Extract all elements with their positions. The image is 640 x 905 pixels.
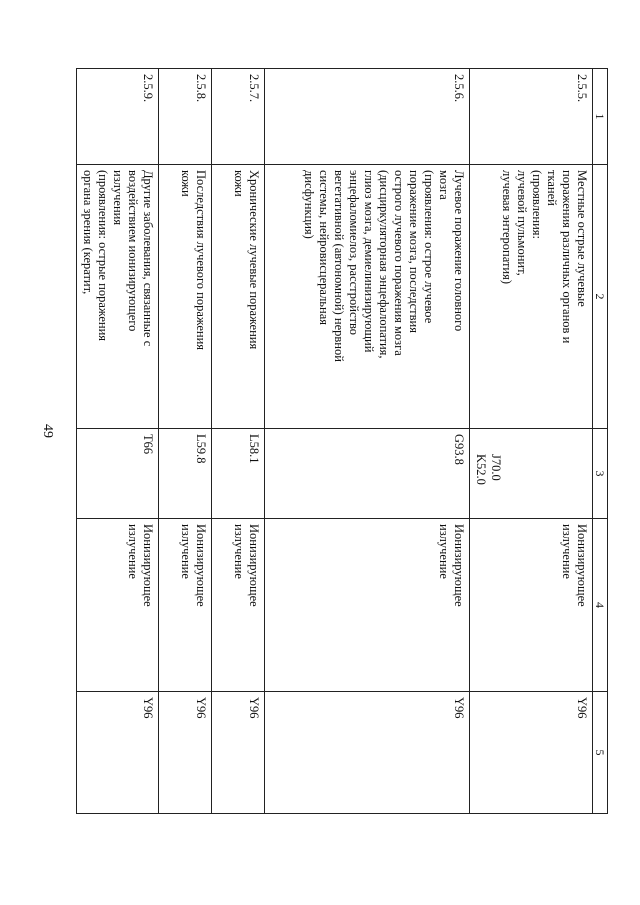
- factor-line: излучение: [232, 524, 246, 579]
- description-line: органа зрения (кератит,: [81, 170, 95, 295]
- description-line: (дисциркуляторная энцефалопатия,: [377, 170, 391, 359]
- factor-line: излучение: [126, 524, 140, 579]
- description-line: Лучевое поражение головного: [452, 170, 466, 332]
- description-line: (проявления: острое лучевое: [422, 170, 436, 324]
- column-header: 2: [593, 165, 608, 429]
- external-cause-code: Y96: [265, 692, 470, 814]
- disease-description: [470, 165, 593, 429]
- harmful-factor: [265, 519, 470, 692]
- external-cause-code: Y96: [159, 692, 212, 814]
- external-cause-code: Y96: [77, 692, 159, 814]
- item-number: 2.5.5.: [470, 69, 593, 165]
- icd-code-cell: [470, 429, 593, 519]
- description-line: вегетативной (автономной) нервной: [332, 170, 346, 362]
- factor-line: Ионизирующее: [194, 524, 208, 607]
- description-line: Местные острые лучевые: [575, 170, 589, 307]
- harmful-factor: [77, 519, 159, 692]
- disease-description: [77, 165, 159, 429]
- harmful-factor: [470, 519, 593, 692]
- description-line: поражения различных органов и: [560, 170, 574, 344]
- factor-line: Ионизирующее: [247, 524, 261, 607]
- icd-code-cell: [265, 429, 470, 519]
- table-row: [265, 69, 470, 814]
- factor-line: излучение: [179, 524, 193, 579]
- icd-code: L58.1: [247, 434, 261, 464]
- external-cause-code: Y96: [470, 692, 593, 814]
- harmful-factor: [159, 519, 212, 692]
- description-line: Другие заболевания, связанные с: [141, 170, 155, 347]
- factor-line: Ионизирующее: [452, 524, 466, 607]
- page-number: 49: [40, 424, 55, 438]
- icd-code: T66: [141, 434, 155, 455]
- rotated-table-container: [81, 68, 608, 813]
- description-line: энцефаломиелоз, расстройство: [347, 170, 361, 336]
- disease-description: [212, 165, 265, 429]
- description-line: лучевой пульмонит,: [515, 170, 529, 276]
- factor-line: Ионизирующее: [575, 524, 589, 607]
- description-line: мозга: [437, 170, 451, 200]
- column-header: 3: [593, 429, 608, 519]
- item-number: 2.5.8.: [159, 69, 212, 165]
- description-line: (проявления: острые поражения: [96, 170, 110, 342]
- table-row: [159, 69, 212, 814]
- disease-table: [76, 68, 608, 814]
- icd-code: G93.8: [452, 434, 466, 465]
- item-number: 2.5.6.: [265, 69, 470, 165]
- column-header: 4: [593, 519, 608, 692]
- description-line: (проявления:: [530, 170, 544, 239]
- description-line: лучевая энтеропатия): [500, 170, 514, 285]
- item-number: 2.5.7.: [212, 69, 265, 165]
- disease-description: [159, 165, 212, 429]
- extra-icd-codes: [473, 434, 503, 485]
- description-line: кожи: [232, 170, 246, 197]
- description-line: тканей: [545, 170, 559, 206]
- icd-code-cell: [159, 429, 212, 519]
- description-line: излучения: [111, 170, 125, 226]
- description-line: воздействием ионизирующего: [126, 170, 140, 332]
- harmful-factor: [212, 519, 265, 692]
- description-line: дисфункция): [302, 170, 316, 239]
- description-line: Хронические лучевые поражения: [247, 170, 261, 350]
- table-row: [77, 69, 159, 814]
- factor-line: излучение: [560, 524, 574, 579]
- icd-code-cell: [77, 429, 159, 519]
- icd-code-cell: [212, 429, 265, 519]
- icd-code: L59.8: [194, 434, 208, 464]
- description-line: глиоз мозга, демиелинизирующий: [362, 170, 376, 353]
- factor-line: излучение: [437, 524, 451, 579]
- table-row: [212, 69, 265, 814]
- item-number: 2.5.9.: [77, 69, 159, 165]
- description-line: поражение мозга, последствия: [407, 170, 421, 333]
- description-line: кожи: [179, 170, 193, 197]
- external-cause-code: Y96: [212, 692, 265, 814]
- extra-icd-code: J70.0: [489, 454, 503, 481]
- column-number-row: [593, 69, 608, 814]
- description-line: острого лучевого поражения мозга: [392, 170, 406, 356]
- table-row: [470, 69, 593, 814]
- disease-description: [265, 165, 470, 429]
- column-header: 1: [593, 69, 608, 165]
- description-line: Последствия лучевого поражения: [194, 170, 208, 351]
- column-header: 5: [593, 692, 608, 814]
- factor-line: Ионизирующее: [141, 524, 155, 607]
- description-line: системы, нейровисцеральная: [317, 170, 331, 325]
- extra-icd-code: K52.0: [474, 454, 488, 485]
